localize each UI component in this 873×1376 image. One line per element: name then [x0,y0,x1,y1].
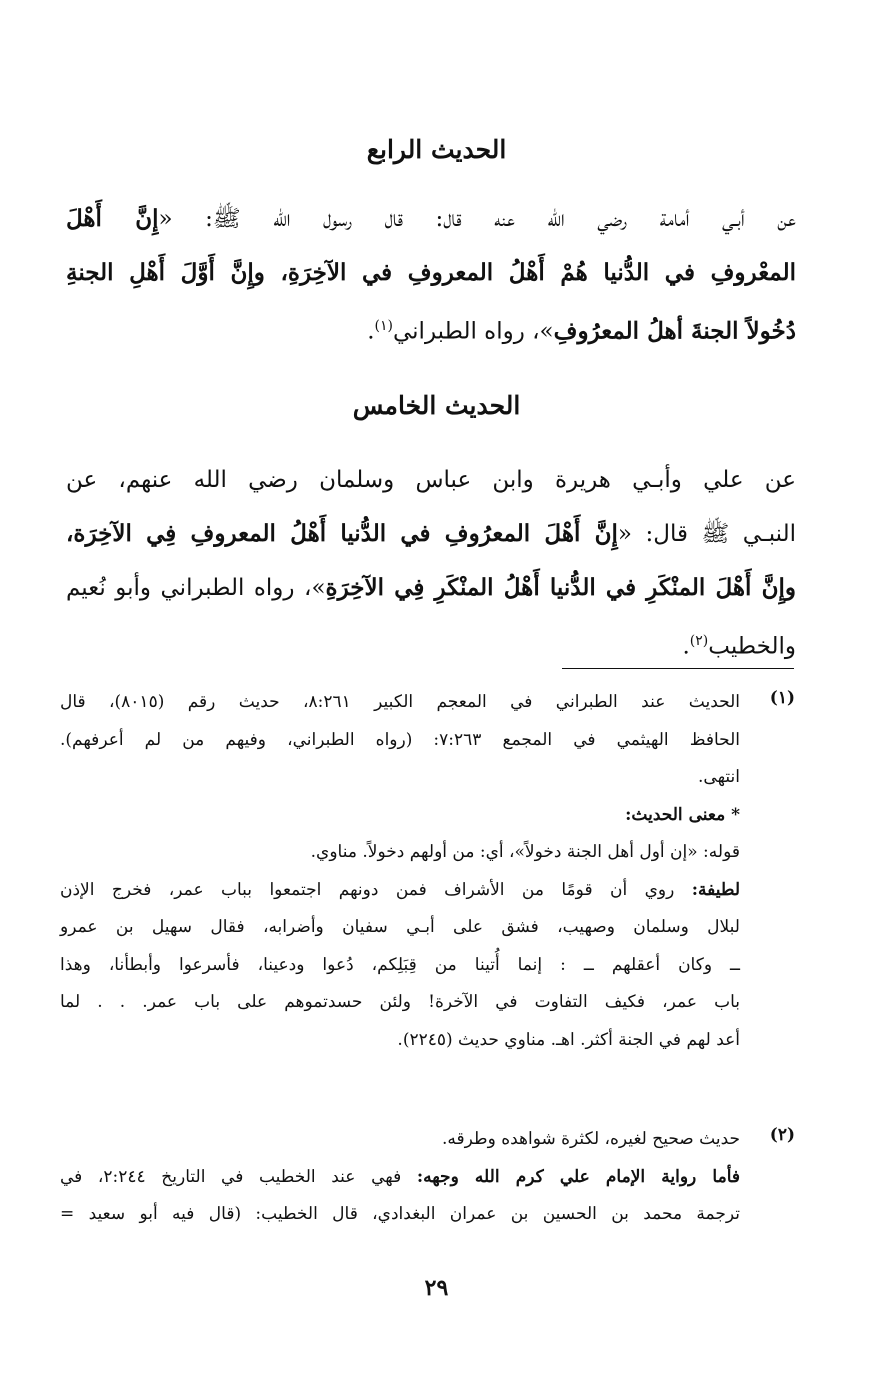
latifa-line-4: باب عمر، فكيف التفاوت في الآخرة! ولئن حسدتموهم على باب عمر. . . لما [60,992,740,1012]
footnote-1-line-1: الحديث عند الطبراني في المعجم الكبير ٨:٢٦١، حديث رقم (٨٠١٥)، قال [60,692,740,712]
hadith4-line-2 [66,246,796,300]
meaning-heading: * معنى الحديث: [625,804,740,825]
hadith5-text [66,454,796,674]
hadith4-line-3 [66,300,796,359]
latifa-line-1 [60,872,740,910]
hadith5-heading: الحديث الخامس [352,391,521,420]
footnote-2-line-3: ترجمة محمد بن الحسين بن عمران البغدادي، قال الخطيب: (قال فيه أبو سعيد = [60,1204,740,1224]
footnote-2-line-2 [60,1159,740,1197]
hadith4-line-1-bold: إِنَّ أَهْلَ [66,205,159,232]
footnote-2-rest: فهي عند الخطيب في التاريخ ٢:٢٤٤، في [60,1166,417,1187]
hadith4-line-1-plain: عن أبـي أمامة رضي الله عنه قال: قال رسول الله ﷺ: « [158,206,796,232]
hadith5-line-4 [66,615,796,674]
latifa-line-3: ــ وكان أعقلهم ــ : إنما أُتينا من قِبَلِكم، دُعوا ودعينا، فأسرعوا وأبطأنا، وهذا [60,954,740,975]
hadith5-line-1 [66,454,796,507]
footnote-separator [562,668,794,669]
hadith4-heading: الحديث الرابع [366,135,507,164]
latifa-first: روي أن قومًا من الأشراف فمن دونهم اجتمعوا بباب عمر، فخرج الإذن [60,879,675,900]
footnote-2-line-1: حديث صحيح لغيره، لكثرة شواهده وطرقه. [442,1129,740,1149]
hadith5-line-1-plain: عن علي وأبـي هريرة وابن عباس وسلمان رضي الله عنهم، عن [66,467,796,493]
hadith5-line-2 [66,507,796,561]
hadith5-line-3-bold: وإِنَّ أَهْلَ المنْكَرِ في الدُّنيا أَهْلُ المنْكَرِ فِي الآخِرَةِ [325,574,797,601]
footnote-2 [60,1121,740,1234]
footnote-1-line-3: انتهى. [698,767,740,787]
footnote-2-number: (٢) [769,1125,795,1145]
latifa-label: لطيفة: [691,879,740,900]
hadith5-line-3 [66,561,796,615]
footnote-1 [60,684,740,1059]
footnote-1-line-2: الحافظ الهيثمي في المجمع ٧:٢٦٣: (رواه الطبراني، وفيهم من لم أعرفهم). [60,729,741,750]
footnote-2-bold: فأما رواية الإمام علي كرم الله وجهه: [416,1166,740,1187]
hadith5-line-3-plain: »، رواه الطبراني وأبو نُعيم [66,575,326,601]
hadith5-line-2-plain: النبـي ﷺ قال: « [617,521,796,547]
footnote-1-number: (١) [769,688,795,708]
hadith5-line-4-plain: والخطيب [708,633,796,660]
hadith5-line-4-end: . [682,633,690,660]
meaning-text: قوله: «إن أول أهل الجنة دخولاً»، أي: من أولهم دخولاً. مناوي. [310,842,740,862]
hadith4-line-1 [66,192,796,246]
hadith4-line-3-end: . [367,318,375,345]
page-number: ٢٩ [424,1275,449,1301]
hadith5-line-2-bold: إِنَّ أَهْلَ المعرُوفِ في الدُّنيا أَهْلُ المعروفِ فِي الآخِرَة، [66,520,618,547]
latifa-line-2: لبلال وسلمان وصهيب، فشق على أبـي سفيان وأضرابه، فقال سهيل بن عمرو [60,917,740,937]
footnote-ref-1: (١) [374,318,393,334]
hadith4-text [66,192,796,359]
footnote-ref-2: (٢) [689,633,709,649]
hadith4-line-3-bold: دُخُولاً الجنةَ أهلُ المعرُوفِ [553,317,796,345]
latifa-line-5: أعد لهم في الجنة أكثر. اهـ. مناوي حديث (٢٢٤٥). [397,1029,740,1050]
hadith4-line-2-bold: المعْروفِ في الدُّنيا هُمْ أَهْلُ المعروفِ في الآخِرَةِ، وإِنَّ أَوَّلَ أَهْلِ الجنةِ [66,259,796,286]
hadith4-line-3-plain: »، رواه الطبراني [392,318,554,345]
